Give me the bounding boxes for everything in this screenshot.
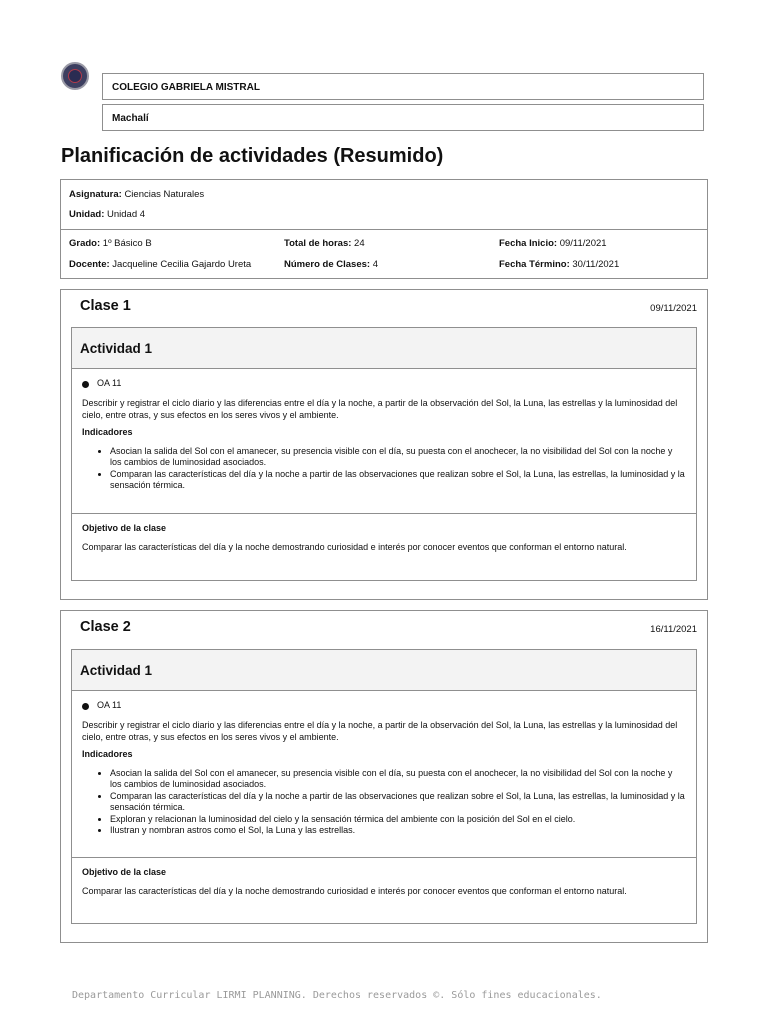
info-panel bbox=[60, 179, 708, 279]
indicators-title: Indicadores bbox=[82, 427, 133, 437]
bullet-icon bbox=[82, 703, 89, 710]
fecha-inicio-field bbox=[499, 238, 607, 249]
activity-body bbox=[72, 691, 696, 857]
indicator-item: • Comparan las características del día y la noche a partir de las observaciones que realizan sobre el Sol, la Luna, las estrellas, la luminosidad y la sensación térmica. bbox=[110, 791, 686, 814]
clase-card bbox=[60, 289, 708, 600]
clase-title: Clase 1 bbox=[80, 298, 131, 314]
unidad-value: Unidad 4 bbox=[107, 209, 146, 220]
clase-date: 09/11/2021 bbox=[650, 303, 697, 314]
grado-field bbox=[69, 238, 152, 249]
asignatura-field bbox=[69, 189, 204, 200]
numero-clases-label: Número de Clases: bbox=[284, 259, 371, 270]
docente-label: Docente: bbox=[69, 259, 110, 270]
clase-title: Clase 2 bbox=[80, 619, 131, 635]
fecha-inicio-label: Fecha Inicio: bbox=[499, 238, 558, 249]
footer-copyright: Departamento Curricular LIRMI PLANNING. Derechos reservados ©. Sólo fines educacionales. bbox=[72, 990, 602, 1001]
activity-box bbox=[71, 649, 697, 924]
asignatura-value: Ciencias Naturales bbox=[124, 189, 205, 200]
objective-text: Comparar las características del día y la noche demostrando curiosidad e interés por conocer eventos que conforman el entorno natural. bbox=[82, 885, 627, 896]
oa-row bbox=[82, 377, 686, 391]
objective-section bbox=[72, 857, 696, 897]
activity-title: Actividad 1 bbox=[72, 650, 696, 691]
info-divider bbox=[61, 229, 707, 230]
horas-label: Total de horas: bbox=[284, 238, 352, 249]
fecha-termino-value: 30/11/2021 bbox=[572, 259, 620, 270]
activity-box bbox=[71, 327, 697, 581]
indicators-list bbox=[82, 768, 686, 837]
numero-clases-field bbox=[284, 259, 378, 270]
school-city: Machalí bbox=[102, 104, 704, 131]
indicator-item: • Exploran y relacionan la luminosidad del cielo y la sensación térmica del ambiente con la posición del Sol en el cielo. bbox=[110, 814, 686, 826]
clase-date: 16/11/2021 bbox=[650, 624, 697, 635]
oa-row bbox=[82, 699, 686, 713]
indicators-list bbox=[82, 446, 686, 492]
oa-description: Describir y registrar el ciclo diario y las diferencias entre el día y la noche, a partir de la observación del Sol, la Luna, las estrellas y la luminosidad del cielo, entre otras, y sus efectos en los seres vivos y el ambiente. bbox=[82, 398, 678, 420]
numero-clases-value: 4 bbox=[372, 259, 378, 270]
indicator-item: • Comparan las características del día y la noche a partir de las observaciones que realizan sobre el Sol, la Luna, las estrellas, la luminosidad y la sensación térmica. bbox=[110, 469, 686, 492]
grado-label: Grado: bbox=[69, 238, 101, 249]
oa-code: OA 11 bbox=[97, 378, 122, 389]
docente-field bbox=[69, 259, 251, 270]
objective-title: Objetivo de la clase bbox=[82, 523, 167, 533]
school-logo bbox=[61, 62, 89, 90]
fecha-termino-field bbox=[499, 259, 619, 270]
page-title: Planificación de actividades (Resumido) bbox=[61, 145, 444, 167]
fecha-termino-label: Fecha Término: bbox=[499, 259, 570, 270]
horas-field bbox=[284, 238, 365, 249]
unidad-label: Unidad: bbox=[69, 209, 105, 220]
docente-value: Jacqueline Cecilia Gajardo Ureta bbox=[112, 259, 252, 270]
school-crest-icon bbox=[68, 69, 82, 83]
horas-value: 24 bbox=[354, 238, 365, 249]
fecha-inicio-value: 09/11/2021 bbox=[559, 238, 607, 249]
activity-title: Actividad 1 bbox=[72, 328, 696, 369]
objective-section bbox=[72, 513, 696, 553]
school-name: COLEGIO GABRIELA MISTRAL bbox=[102, 73, 704, 100]
indicator-item: • Asocian la salida del Sol con el amanecer, su presencia visible con el día, su puesta con el anochecer, la no visibilidad del Sol con la noche y los cambios de luminosidad asociados. bbox=[110, 768, 686, 791]
oa-description: Describir y registrar el ciclo diario y las diferencias entre el día y la noche, a partir de la observación del Sol, la Luna, las estrellas y la luminosidad del cielo, entre otras, y sus efectos en los seres vivos y el ambiente. bbox=[82, 720, 678, 742]
clase-card bbox=[60, 610, 708, 943]
objective-text: Comparar las características del día y la noche demostrando curiosidad e interés por conocer eventos que conforman el entorno natural. bbox=[82, 541, 627, 552]
asignatura-label: Asignatura: bbox=[69, 189, 122, 200]
bullet-icon bbox=[82, 381, 89, 388]
unidad-field bbox=[69, 209, 145, 220]
indicator-item: • Ilustran y nombran astros como el Sol, la Luna y las estrellas. bbox=[110, 825, 686, 837]
activity-body bbox=[72, 369, 696, 513]
oa-code: OA 11 bbox=[97, 700, 122, 711]
indicator-item: • Asocian la salida del Sol con el amanecer, su presencia visible con el día, su puesta con el anochecer, la no visibilidad del Sol con la noche y los cambios de luminosidad asociados. bbox=[110, 446, 686, 469]
objective-title: Objetivo de la clase bbox=[82, 867, 167, 877]
indicators-title: Indicadores bbox=[82, 749, 133, 759]
grado-value: 1º Básico B bbox=[102, 238, 152, 249]
